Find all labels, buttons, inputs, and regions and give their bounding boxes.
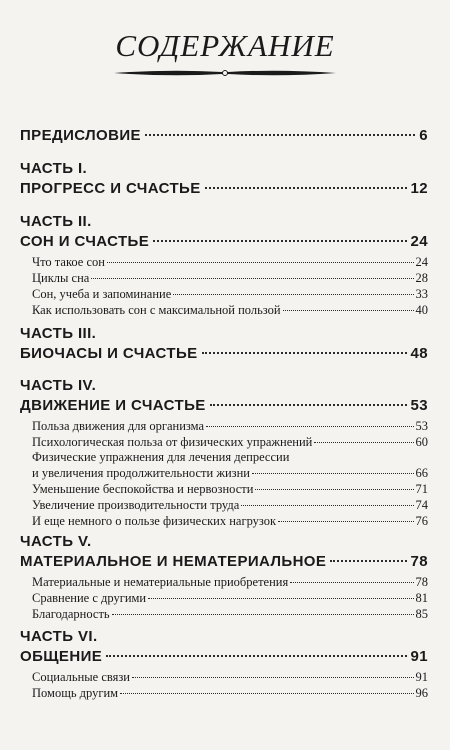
toc-header: [0, 28, 450, 80]
toc-entry-label: МАТЕРИАЛЬНОЕ И НЕМАТЕРИАЛЬНОЕ: [20, 553, 327, 570]
dot-leader: [283, 310, 414, 311]
toc-entry-page: 96: [415, 686, 428, 700]
toc-entry-label: Сравнение с другими: [32, 591, 147, 605]
toc-entry-label: ОБЩЕНИЕ: [20, 648, 103, 665]
toc-entry-label: Сон, учеба и запоминание: [32, 287, 172, 301]
toc-subentry[interactable]: [32, 575, 428, 590]
toc-subentry[interactable]: [32, 607, 428, 622]
toc-entry-label: Помощь другим: [32, 686, 119, 700]
toc-entry-preface[interactable]: [20, 127, 428, 144]
toc-entry-page: 85: [415, 607, 428, 621]
toc-entry-part1[interactable]: [20, 180, 428, 197]
toc-entry-label: СОН И СЧАСТЬЕ: [20, 233, 150, 250]
dot-leader: [145, 134, 415, 136]
toc-entry-label: Благодарность: [32, 607, 110, 621]
dot-leader: [210, 404, 407, 406]
dot-leader: [255, 489, 413, 490]
toc-subentry[interactable]: [32, 591, 428, 606]
toc-subentry[interactable]: [32, 419, 428, 434]
dot-leader: [278, 521, 413, 522]
toc-entry-part5[interactable]: [20, 553, 428, 570]
dot-leader: [173, 294, 413, 295]
toc-entry-page: 40: [415, 303, 428, 317]
toc-entry-label: Социальные связи: [32, 670, 130, 684]
toc-entry-page: 12: [410, 180, 428, 197]
dot-leader: [106, 655, 406, 657]
toc-entry-label: Материальные и нематериальные приобретения: [32, 575, 289, 589]
toc-entry-label: Циклы сна: [32, 271, 90, 285]
part-heading: ЧАСТЬ IV.: [20, 377, 97, 394]
toc-entry-page: 91: [410, 648, 428, 665]
toc-entry-page: 24: [415, 255, 428, 269]
toc-entry-page: 91: [415, 670, 428, 684]
toc-subentry[interactable]: [32, 255, 428, 270]
toc-subentry[interactable]: [32, 287, 428, 302]
toc-entry-label: Польза движения для организма: [32, 419, 205, 433]
toc-entry-label: Увеличение производительности труда: [32, 498, 240, 512]
page-title: СОДЕРЖАНИЕ: [115, 28, 335, 63]
toc-entry-part2[interactable]: [20, 233, 428, 250]
toc-entry-page: 78: [410, 553, 428, 570]
toc-entry-page: 60: [415, 435, 428, 449]
part-heading: ЧАСТЬ II.: [20, 213, 92, 230]
toc-entry-page: 66: [415, 466, 428, 480]
toc-entry-page: 76: [415, 514, 428, 528]
toc-entry-label: Психологическая польза от физических упражнений: [32, 435, 313, 449]
toc-entry-page: 74: [415, 498, 428, 512]
dot-leader: [290, 582, 413, 583]
dot-leader: [148, 598, 413, 599]
toc-entry-page: 53: [415, 419, 428, 433]
dot-leader: [314, 442, 413, 443]
toc-entry-label: БИОЧАСЫ И СЧАСТЬЕ: [20, 345, 198, 362]
toc-subentry-line1: Физические упражнения для лечения депрессии: [32, 450, 290, 464]
dot-leader: [112, 614, 414, 615]
dot-leader: [91, 278, 413, 279]
toc-subentry[interactable]: [32, 498, 428, 513]
dot-leader: [241, 505, 413, 506]
toc-subentry[interactable]: [32, 435, 428, 450]
toc-subentry[interactable]: [32, 303, 428, 318]
toc-entry-label: Уменьшение беспокойства и нервозности: [32, 482, 254, 496]
dot-leader: [107, 262, 414, 263]
dot-leader: [205, 187, 407, 189]
part-heading: ЧАСТЬ III.: [20, 325, 97, 342]
toc-entry-page: 24: [410, 233, 428, 250]
toc-entry-label: Как использовать сон с максимальной пользой: [32, 303, 281, 317]
toc-subentry[interactable]: [32, 466, 428, 481]
part-heading: ЧАСТЬ I.: [20, 160, 88, 177]
toc-entry-page: 28: [415, 271, 428, 285]
toc-subentry[interactable]: [32, 670, 428, 685]
toc-entry-label: ПРЕДИСЛОВИЕ: [20, 127, 141, 144]
part-heading: ЧАСТЬ V.: [20, 533, 92, 550]
toc-entry-part3[interactable]: [20, 345, 428, 362]
part-heading: ЧАСТЬ VI.: [20, 628, 98, 645]
ornament-divider-icon: [110, 66, 340, 80]
dot-leader: [132, 677, 414, 678]
toc-entry-label: И еще немного о пользе физических нагрузок: [32, 514, 277, 528]
dot-leader: [120, 693, 413, 694]
toc-entry-page: 48: [410, 345, 428, 362]
dot-leader: [153, 240, 406, 242]
toc-entry-part4[interactable]: [20, 397, 428, 414]
toc-entry-label: Что такое сон: [32, 255, 105, 269]
toc-subentry[interactable]: [32, 482, 428, 497]
toc-entry-label: ПРОГРЕСС И СЧАСТЬЕ: [20, 180, 201, 197]
dot-leader: [330, 560, 406, 562]
toc-entry-page: 71: [415, 482, 428, 496]
dot-leader: [202, 352, 407, 354]
toc-entry-label: ДВИЖЕНИЕ И СЧАСТЬЕ: [20, 397, 206, 414]
toc-entry-page: 53: [410, 397, 428, 414]
toc-subentry[interactable]: [32, 686, 428, 701]
toc-entry-page: 33: [415, 287, 428, 301]
toc-entry-part6[interactable]: [20, 648, 428, 665]
dot-leader: [252, 473, 414, 474]
dot-leader: [206, 426, 413, 427]
toc-entry-page: 81: [415, 591, 428, 605]
toc-entry-label: и увеличения продолжительности жизни: [32, 466, 250, 480]
toc-entry-page: 6: [419, 127, 428, 144]
toc-subentry[interactable]: [32, 514, 428, 529]
toc-entry-page: 78: [415, 575, 428, 589]
toc-subentry[interactable]: [32, 271, 428, 286]
